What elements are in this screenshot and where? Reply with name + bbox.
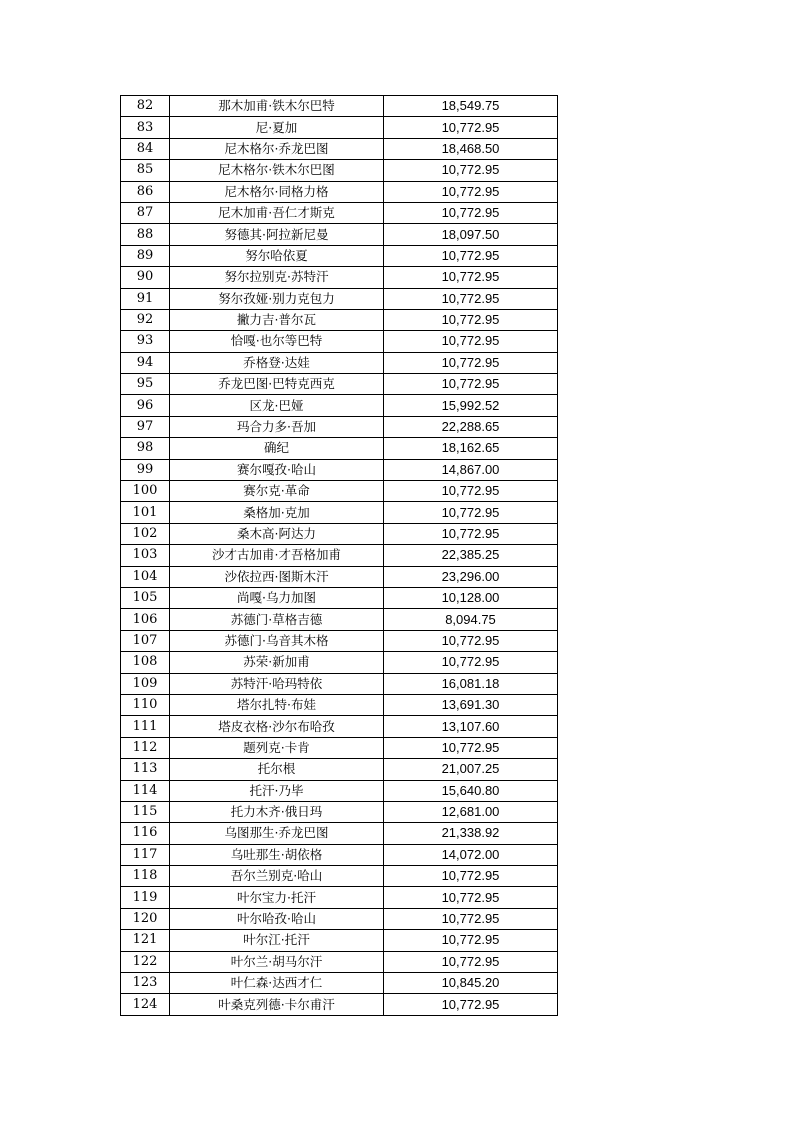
row-number-cell: 116 (121, 823, 170, 844)
name-cell: 努尔拉别克·苏特汗 (170, 267, 384, 288)
name-cell: 叶仁森·达西才仁 (170, 973, 384, 994)
name-cell: 尼木格尔·同格力格 (170, 181, 384, 202)
amount-cell: 10,772.95 (384, 160, 558, 181)
name-cell: 沙才古加甫·才吾格加甫 (170, 545, 384, 566)
row-number-cell: 115 (121, 801, 170, 822)
name-cell: 尼·夏加 (170, 117, 384, 138)
table-row (121, 245, 558, 266)
row-number-cell: 122 (121, 951, 170, 972)
table-row (121, 737, 558, 758)
amount-cell: 10,772.95 (384, 887, 558, 908)
name-cell: 玛合力多·吾加 (170, 416, 384, 437)
table-row (121, 438, 558, 459)
row-number-cell: 121 (121, 930, 170, 951)
name-cell: 吾尔兰别克·哈山 (170, 866, 384, 887)
name-cell: 恰嘎·也尔等巴特 (170, 331, 384, 352)
table-row (121, 545, 558, 566)
name-cell: 努德其·阿拉新尼曼 (170, 224, 384, 245)
row-number-cell: 112 (121, 737, 170, 758)
row-number-cell: 94 (121, 352, 170, 373)
amount-cell: 10,772.95 (384, 374, 558, 395)
amount-cell: 18,549.75 (384, 96, 558, 117)
table-row (121, 652, 558, 673)
table-row (121, 994, 558, 1015)
row-number-cell: 84 (121, 138, 170, 159)
table-row (121, 331, 558, 352)
table-row (121, 801, 558, 822)
amount-cell: 14,867.00 (384, 459, 558, 480)
amount-cell: 10,772.95 (384, 630, 558, 651)
table-row (121, 587, 558, 608)
table-row (121, 844, 558, 865)
payment-table (120, 95, 558, 1016)
amount-cell: 10,772.95 (384, 331, 558, 352)
row-number-cell: 88 (121, 224, 170, 245)
amount-cell: 13,107.60 (384, 716, 558, 737)
row-number-cell: 103 (121, 545, 170, 566)
table-row (121, 887, 558, 908)
name-cell: 叶尔江·托汗 (170, 930, 384, 951)
amount-cell: 15,992.52 (384, 395, 558, 416)
row-number-cell: 97 (121, 416, 170, 437)
name-cell: 乔龙巴图·巴特克西克 (170, 374, 384, 395)
amount-cell: 10,772.95 (384, 908, 558, 929)
table-row (121, 181, 558, 202)
table-row (121, 160, 558, 181)
amount-cell: 10,772.95 (384, 652, 558, 673)
table-row (121, 395, 558, 416)
row-number-cell: 118 (121, 866, 170, 887)
amount-cell: 10,772.95 (384, 267, 558, 288)
row-number-cell: 82 (121, 96, 170, 117)
name-cell: 赛尔嘎孜·哈山 (170, 459, 384, 480)
table-row (121, 96, 558, 117)
name-cell: 叶尔宝力·托汗 (170, 887, 384, 908)
name-cell: 努尔孜娅·别力克包力 (170, 288, 384, 309)
amount-cell: 22,385.25 (384, 545, 558, 566)
row-number-cell: 104 (121, 566, 170, 587)
amount-cell: 10,772.95 (384, 309, 558, 330)
amount-cell: 18,162.65 (384, 438, 558, 459)
row-number-cell: 102 (121, 523, 170, 544)
row-number-cell: 93 (121, 331, 170, 352)
row-number-cell: 119 (121, 887, 170, 908)
name-cell: 苏德门·乌音其木格 (170, 630, 384, 651)
table-row (121, 459, 558, 480)
amount-cell: 10,772.95 (384, 951, 558, 972)
name-cell: 沙依拉西·图斯木汗 (170, 566, 384, 587)
name-cell: 尚嘎·乌力加图 (170, 587, 384, 608)
row-number-cell: 89 (121, 245, 170, 266)
table-row (121, 523, 558, 544)
row-number-cell: 96 (121, 395, 170, 416)
amount-cell: 10,772.95 (384, 994, 558, 1015)
row-number-cell: 101 (121, 502, 170, 523)
amount-cell: 10,772.95 (384, 930, 558, 951)
amount-cell: 23,296.00 (384, 566, 558, 587)
name-cell: 乌图那生·乔龙巴图 (170, 823, 384, 844)
amount-cell: 18,097.50 (384, 224, 558, 245)
name-cell: 叶桑克列德·卡尔甫汗 (170, 994, 384, 1015)
table-row (121, 673, 558, 694)
name-cell: 尼木格尔·铁木尔巴图 (170, 160, 384, 181)
row-number-cell: 113 (121, 759, 170, 780)
table-row (121, 502, 558, 523)
table-row (121, 866, 558, 887)
table-row (121, 267, 558, 288)
row-number-cell: 117 (121, 844, 170, 865)
amount-cell: 21,007.25 (384, 759, 558, 780)
amount-cell: 10,772.95 (384, 117, 558, 138)
row-number-cell: 106 (121, 609, 170, 630)
row-number-cell: 86 (121, 181, 170, 202)
table-row (121, 951, 558, 972)
amount-cell: 10,772.95 (384, 288, 558, 309)
row-number-cell: 120 (121, 908, 170, 929)
name-cell: 叶尔兰·胡马尔汗 (170, 951, 384, 972)
amount-cell: 13,691.30 (384, 694, 558, 715)
row-number-cell: 111 (121, 716, 170, 737)
row-number-cell: 108 (121, 652, 170, 673)
amount-cell: 10,845.20 (384, 973, 558, 994)
table-row (121, 694, 558, 715)
name-cell: 确纪 (170, 438, 384, 459)
amount-cell: 10,772.95 (384, 502, 558, 523)
name-cell: 托尔根 (170, 759, 384, 780)
amount-cell: 10,772.95 (384, 202, 558, 223)
row-number-cell: 123 (121, 973, 170, 994)
table-row (121, 288, 558, 309)
name-cell: 尼木加甫·吾仁才斯克 (170, 202, 384, 223)
row-number-cell: 98 (121, 438, 170, 459)
table-row (121, 416, 558, 437)
table-row (121, 630, 558, 651)
table-row (121, 309, 558, 330)
name-cell: 区龙·巴娅 (170, 395, 384, 416)
table-row (121, 780, 558, 801)
name-cell: 塔皮衣格·沙尔布哈孜 (170, 716, 384, 737)
amount-cell: 10,128.00 (384, 587, 558, 608)
name-cell: 题列克·卡肯 (170, 737, 384, 758)
name-cell: 赛尔克·革命 (170, 481, 384, 502)
table-row (121, 716, 558, 737)
name-cell: 苏德门·草格吉德 (170, 609, 384, 630)
name-cell: 托汗·乃毕 (170, 780, 384, 801)
table-row (121, 973, 558, 994)
table-row (121, 759, 558, 780)
name-cell: 苏特汗·哈玛特依 (170, 673, 384, 694)
amount-cell: 10,772.95 (384, 866, 558, 887)
row-number-cell: 110 (121, 694, 170, 715)
amount-cell: 10,772.95 (384, 245, 558, 266)
amount-cell: 15,640.80 (384, 780, 558, 801)
amount-cell: 10,772.95 (384, 523, 558, 544)
row-number-cell: 100 (121, 481, 170, 502)
row-number-cell: 90 (121, 267, 170, 288)
row-number-cell: 92 (121, 309, 170, 330)
name-cell: 叶尔哈孜·哈山 (170, 908, 384, 929)
amount-cell: 10,772.95 (384, 737, 558, 758)
row-number-cell: 114 (121, 780, 170, 801)
name-cell: 乔格登·达娃 (170, 352, 384, 373)
amount-cell: 16,081.18 (384, 673, 558, 694)
name-cell: 塔尔扎特·布娃 (170, 694, 384, 715)
table-row (121, 374, 558, 395)
name-cell: 桑格加·克加 (170, 502, 384, 523)
table-row (121, 224, 558, 245)
table-row (121, 609, 558, 630)
table-row (121, 138, 558, 159)
amount-cell: 18,468.50 (384, 138, 558, 159)
row-number-cell: 109 (121, 673, 170, 694)
table-row (121, 930, 558, 951)
name-cell: 托力木齐·俄日玛 (170, 801, 384, 822)
amount-cell: 10,772.95 (384, 181, 558, 202)
payment-table-body (121, 96, 558, 1016)
row-number-cell: 91 (121, 288, 170, 309)
row-number-cell: 83 (121, 117, 170, 138)
name-cell: 苏荣·新加甫 (170, 652, 384, 673)
table-row (121, 117, 558, 138)
table-row (121, 823, 558, 844)
row-number-cell: 95 (121, 374, 170, 395)
name-cell: 撇力吉·普尔瓦 (170, 309, 384, 330)
table-row (121, 566, 558, 587)
amount-cell: 22,288.65 (384, 416, 558, 437)
amount-cell: 10,772.95 (384, 352, 558, 373)
table-row (121, 352, 558, 373)
amount-cell: 12,681.00 (384, 801, 558, 822)
name-cell: 努尔哈依夏 (170, 245, 384, 266)
table-row (121, 481, 558, 502)
name-cell: 乌吐那生·胡依格 (170, 844, 384, 865)
name-cell: 桑木高·阿达力 (170, 523, 384, 544)
name-cell: 那木加甫·铁木尔巴特 (170, 96, 384, 117)
row-number-cell: 85 (121, 160, 170, 181)
amount-cell: 21,338.92 (384, 823, 558, 844)
row-number-cell: 99 (121, 459, 170, 480)
row-number-cell: 107 (121, 630, 170, 651)
name-cell: 尼木格尔·乔龙巴图 (170, 138, 384, 159)
row-number-cell: 124 (121, 994, 170, 1015)
row-number-cell: 105 (121, 587, 170, 608)
amount-cell: 10,772.95 (384, 481, 558, 502)
row-number-cell: 87 (121, 202, 170, 223)
table-row (121, 908, 558, 929)
table-row (121, 202, 558, 223)
amount-cell: 14,072.00 (384, 844, 558, 865)
amount-cell: 8,094.75 (384, 609, 558, 630)
